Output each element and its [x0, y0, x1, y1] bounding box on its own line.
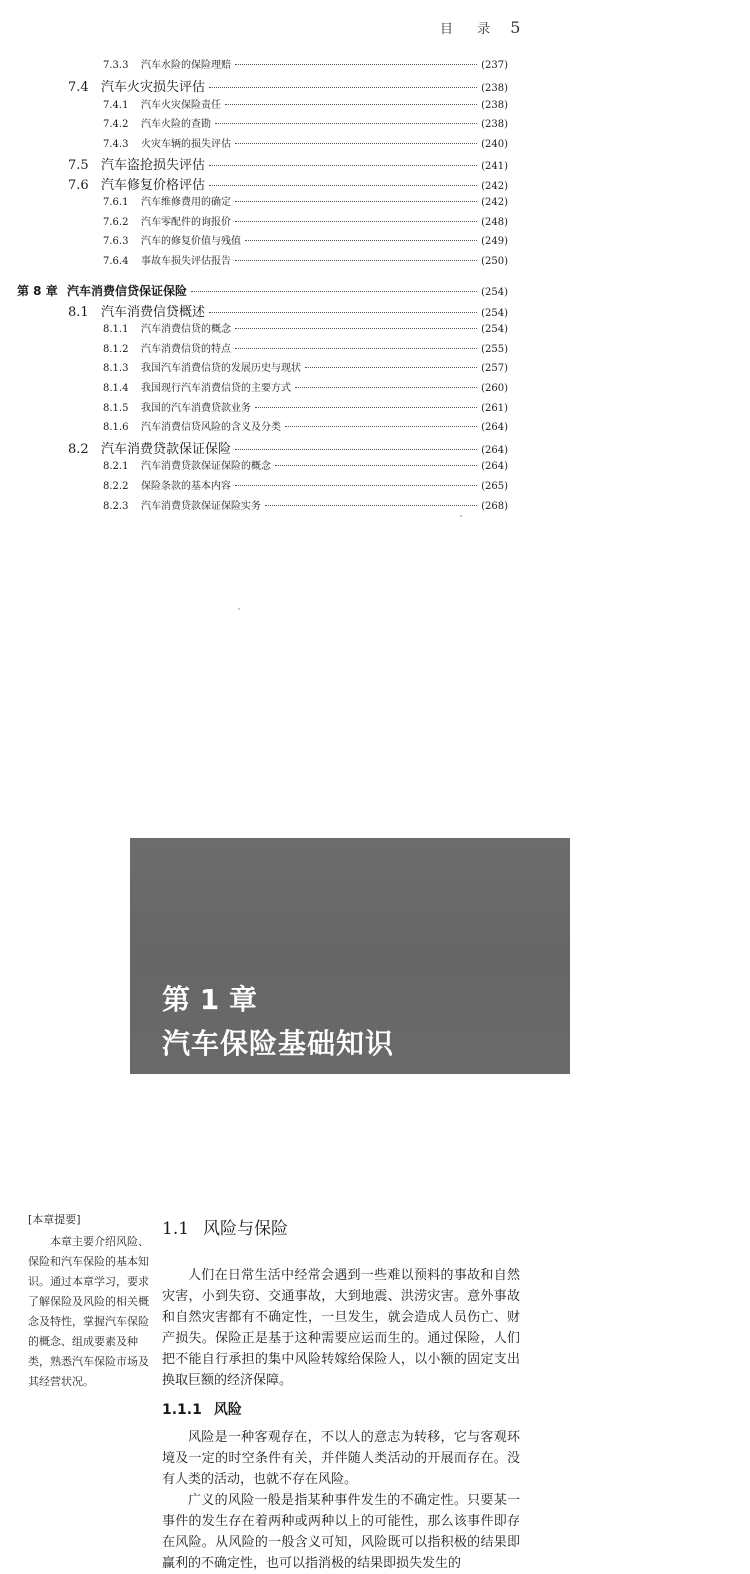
- toc-dot-leader: [275, 465, 477, 466]
- toc-entry[interactable]: [103, 457, 508, 472]
- toc-title: 我国的汽车消费贷款业务: [141, 403, 251, 414]
- toc-entry[interactable]: [103, 359, 508, 374]
- toc-number: 8.1.6: [103, 422, 129, 433]
- toc-number: 7.6.4: [103, 256, 129, 267]
- toc-dot-leader: [295, 387, 477, 388]
- toc-dot-leader: [285, 426, 477, 427]
- toc-entry[interactable]: [68, 174, 508, 193]
- toc-dot-leader: [235, 143, 477, 144]
- toc-title: 汽车火灾保险责任: [141, 100, 221, 111]
- toc-dot-leader: [235, 260, 477, 261]
- toc-title: 汽车消费信贷概述: [101, 305, 206, 320]
- chapter-title: 汽车保险基础知识: [162, 1027, 395, 1060]
- chapter-banner: [130, 838, 570, 1074]
- toc-dot-leader: [235, 348, 477, 349]
- toc-dot-leader: [255, 407, 477, 408]
- toc-number: 7.4.3: [103, 139, 129, 150]
- toc-dot-leader: [305, 367, 477, 368]
- toc-dot-leader: [235, 221, 477, 222]
- scan-speck: [460, 515, 462, 517]
- subsection-number: 1.1.1: [162, 1402, 202, 1418]
- toc-dot-leader: [235, 201, 477, 202]
- toc-entry[interactable]: [103, 379, 508, 394]
- toc-number: 7.4: [68, 80, 89, 95]
- toc-dot-leader: [265, 505, 477, 506]
- toc-page: (242): [481, 197, 508, 208]
- summary-title: [本章提要]: [28, 1213, 81, 1226]
- toc-page: (261): [481, 403, 508, 414]
- toc-page: (238): [481, 83, 508, 94]
- toc-number: 第 8 章: [17, 284, 58, 298]
- toc-number: 7.6: [68, 178, 89, 193]
- toc-page: (249): [481, 236, 508, 247]
- toc-page: (254): [481, 324, 508, 335]
- header-label: 目 录: [440, 22, 501, 37]
- toc-entry[interactable]: [103, 193, 508, 208]
- toc-page: (254): [481, 287, 508, 298]
- toc-number: 8.1.1: [103, 324, 129, 335]
- toc-entry[interactable]: [103, 135, 508, 150]
- toc-page: (241): [481, 161, 508, 172]
- toc-title: 汽车消费信贷的概念: [141, 324, 231, 335]
- toc-title: 汽车消费贷款保证保险: [101, 442, 232, 457]
- toc-page: (238): [481, 119, 508, 130]
- toc-title: 火灾车辆的损失评估: [141, 139, 231, 150]
- toc-number: 7.6.2: [103, 217, 129, 228]
- toc-entry[interactable]: [103, 96, 508, 111]
- toc-entry[interactable]: [103, 213, 508, 228]
- toc-title: 汽车消费贷款保证保险的概念: [141, 461, 271, 472]
- toc-title: 汽车零配件的询报价: [141, 217, 231, 228]
- paragraph: 风险是一种客观存在，不以人的意志为转移，它与客观环境及一定的时空条件有关，并伴随人类活动的开展而存在。没有人类的活动，也就不存在风险。: [162, 1430, 520, 1487]
- toc-entry[interactable]: [103, 252, 508, 267]
- page-header: [440, 18, 520, 37]
- toc-title: 保险条款的基本内容: [141, 481, 231, 492]
- toc-dot-leader: [209, 185, 477, 186]
- subsection-heading: [162, 1399, 520, 1419]
- page-number: 5: [510, 18, 521, 37]
- toc-page: (257): [481, 363, 508, 374]
- toc-entry[interactable]: [103, 477, 508, 492]
- toc-page: (254): [481, 308, 508, 319]
- toc-dot-leader: [235, 485, 477, 486]
- toc-entry[interactable]: [17, 282, 508, 299]
- toc-dot-leader: [235, 64, 477, 65]
- toc-page: (248): [481, 217, 508, 228]
- toc-title: 汽车火险的查勘: [141, 119, 211, 130]
- toc-number: 7.6.3: [103, 236, 129, 247]
- toc-number: 7.4.2: [103, 119, 129, 130]
- toc-number: 7.6.1: [103, 197, 129, 208]
- toc-page: (240): [481, 139, 508, 150]
- toc-title: 汽车消费贷款保证保险实务: [141, 501, 261, 512]
- toc-page: (264): [481, 422, 508, 433]
- toc-title: 汽车火灾损失评估: [101, 80, 206, 95]
- section-heading: [162, 1214, 520, 1239]
- section-title: 风险与保险: [203, 1219, 289, 1239]
- toc-page: (255): [481, 344, 508, 355]
- paragraph: 广义的风险一般是指某种事件发生的不确定性。只要某一事件的发生存在着两种或两种以上的可能性，那么该事件即存在风险。从风险的一般含义可知，风险既可以指积极的结果即赢利的不确定性，也可以指消极的结果即损失发生的: [162, 1493, 520, 1571]
- toc-number: 8.1.4: [103, 383, 129, 394]
- toc-entry[interactable]: [68, 154, 508, 173]
- toc-title: 汽车消费信贷风险的含义及分类: [141, 422, 281, 433]
- toc-title: 汽车维修费用的确定: [141, 197, 231, 208]
- section-number: 1.1: [162, 1219, 190, 1239]
- toc-page: (268): [481, 501, 508, 512]
- scan-speck: [238, 608, 240, 610]
- toc-entry[interactable]: [68, 301, 508, 320]
- toc-dot-leader: [235, 449, 477, 450]
- toc-entry[interactable]: [103, 320, 508, 335]
- toc-entry[interactable]: [68, 438, 508, 457]
- toc-page: (260): [481, 383, 508, 394]
- toc-number: 8.1.3: [103, 363, 129, 374]
- toc-number: 8.2.1: [103, 461, 129, 472]
- toc-entry[interactable]: [68, 76, 508, 95]
- chapter-summary: [28, 1210, 150, 1392]
- toc-page: (264): [481, 445, 508, 456]
- toc-entry[interactable]: [103, 232, 508, 247]
- toc-number: 7.4.1: [103, 100, 129, 111]
- toc-dot-leader: [215, 123, 477, 124]
- toc-dot-leader: [209, 87, 477, 88]
- toc-entry[interactable]: [103, 340, 508, 355]
- toc-number: 8.1.5: [103, 403, 129, 414]
- toc-number: 7.5: [68, 158, 89, 173]
- toc-page: (250): [481, 256, 508, 267]
- summary-text: 本章主要介绍风险、保险和汽车保险的基本知识。通过本章学习，要求了解保险及风险的相关概念及特性，掌握汽车保险的概念、组成要素及种类，熟悉汽车保险市场及其经营状况。: [28, 1235, 149, 1388]
- toc-page: (238): [481, 100, 508, 111]
- toc-dot-leader: [245, 240, 477, 241]
- toc-title: 事故车损失评估报告: [141, 256, 231, 267]
- toc-number: 8.1.2: [103, 344, 129, 355]
- toc-page: (242): [481, 181, 508, 192]
- toc-title: 汽车修复价格评估: [101, 178, 206, 193]
- subsection-title: 风险: [213, 1402, 242, 1418]
- toc-entry[interactable]: [103, 399, 508, 414]
- toc-entry[interactable]: [103, 115, 508, 130]
- toc-number: 7.3.3: [103, 60, 129, 71]
- paragraph: 人们在日常生活中经常会遇到一些难以预料的事故和自然灾害，小到失窃、交通事故，大到地震、洪涝灾害。意外事故和自然灾害都有不确定性，一旦发生，就会造成人员伤亡、财产损失。保险正是基于这种需要应运而生的。通过保险，人们把不能自行承担的集中风险转嫁给保险人，以小额的固定支出换取巨额的经济保障。: [162, 1268, 520, 1388]
- toc-title: 我国现行汽车消费信贷的主要方式: [141, 383, 291, 394]
- toc-title: 汽车消费信贷的特点: [141, 344, 231, 355]
- toc-title: 我国汽车消费信贷的发展历史与现状: [141, 363, 301, 374]
- chapter-number: 第 1 章: [162, 983, 257, 1016]
- toc-entry[interactable]: [103, 56, 508, 71]
- toc-dot-leader: [235, 328, 477, 329]
- toc-title: 汽车盗抢损失评估: [101, 158, 206, 173]
- toc-dot-leader: [209, 165, 477, 166]
- toc-entry[interactable]: [103, 418, 508, 433]
- toc-number: 8.2: [68, 442, 89, 457]
- toc-page: (265): [481, 481, 508, 492]
- toc-number: 8.2.2: [103, 481, 129, 492]
- toc-title: 汽车消费信贷保证保险: [67, 284, 188, 298]
- toc-page: (264): [481, 461, 508, 472]
- toc-title: 汽车的修复价值与残值: [141, 236, 241, 247]
- toc-dot-leader: [191, 291, 477, 292]
- toc-dot-leader: [209, 312, 477, 313]
- toc-dot-leader: [225, 104, 477, 105]
- main-content: [162, 1210, 520, 1574]
- toc-title: 汽车水险的保险理赔: [141, 60, 231, 71]
- toc-number: 8.2.3: [103, 501, 129, 512]
- toc-page: (237): [481, 60, 508, 71]
- toc-number: 8.1: [68, 305, 89, 320]
- toc-entry[interactable]: [103, 497, 508, 512]
